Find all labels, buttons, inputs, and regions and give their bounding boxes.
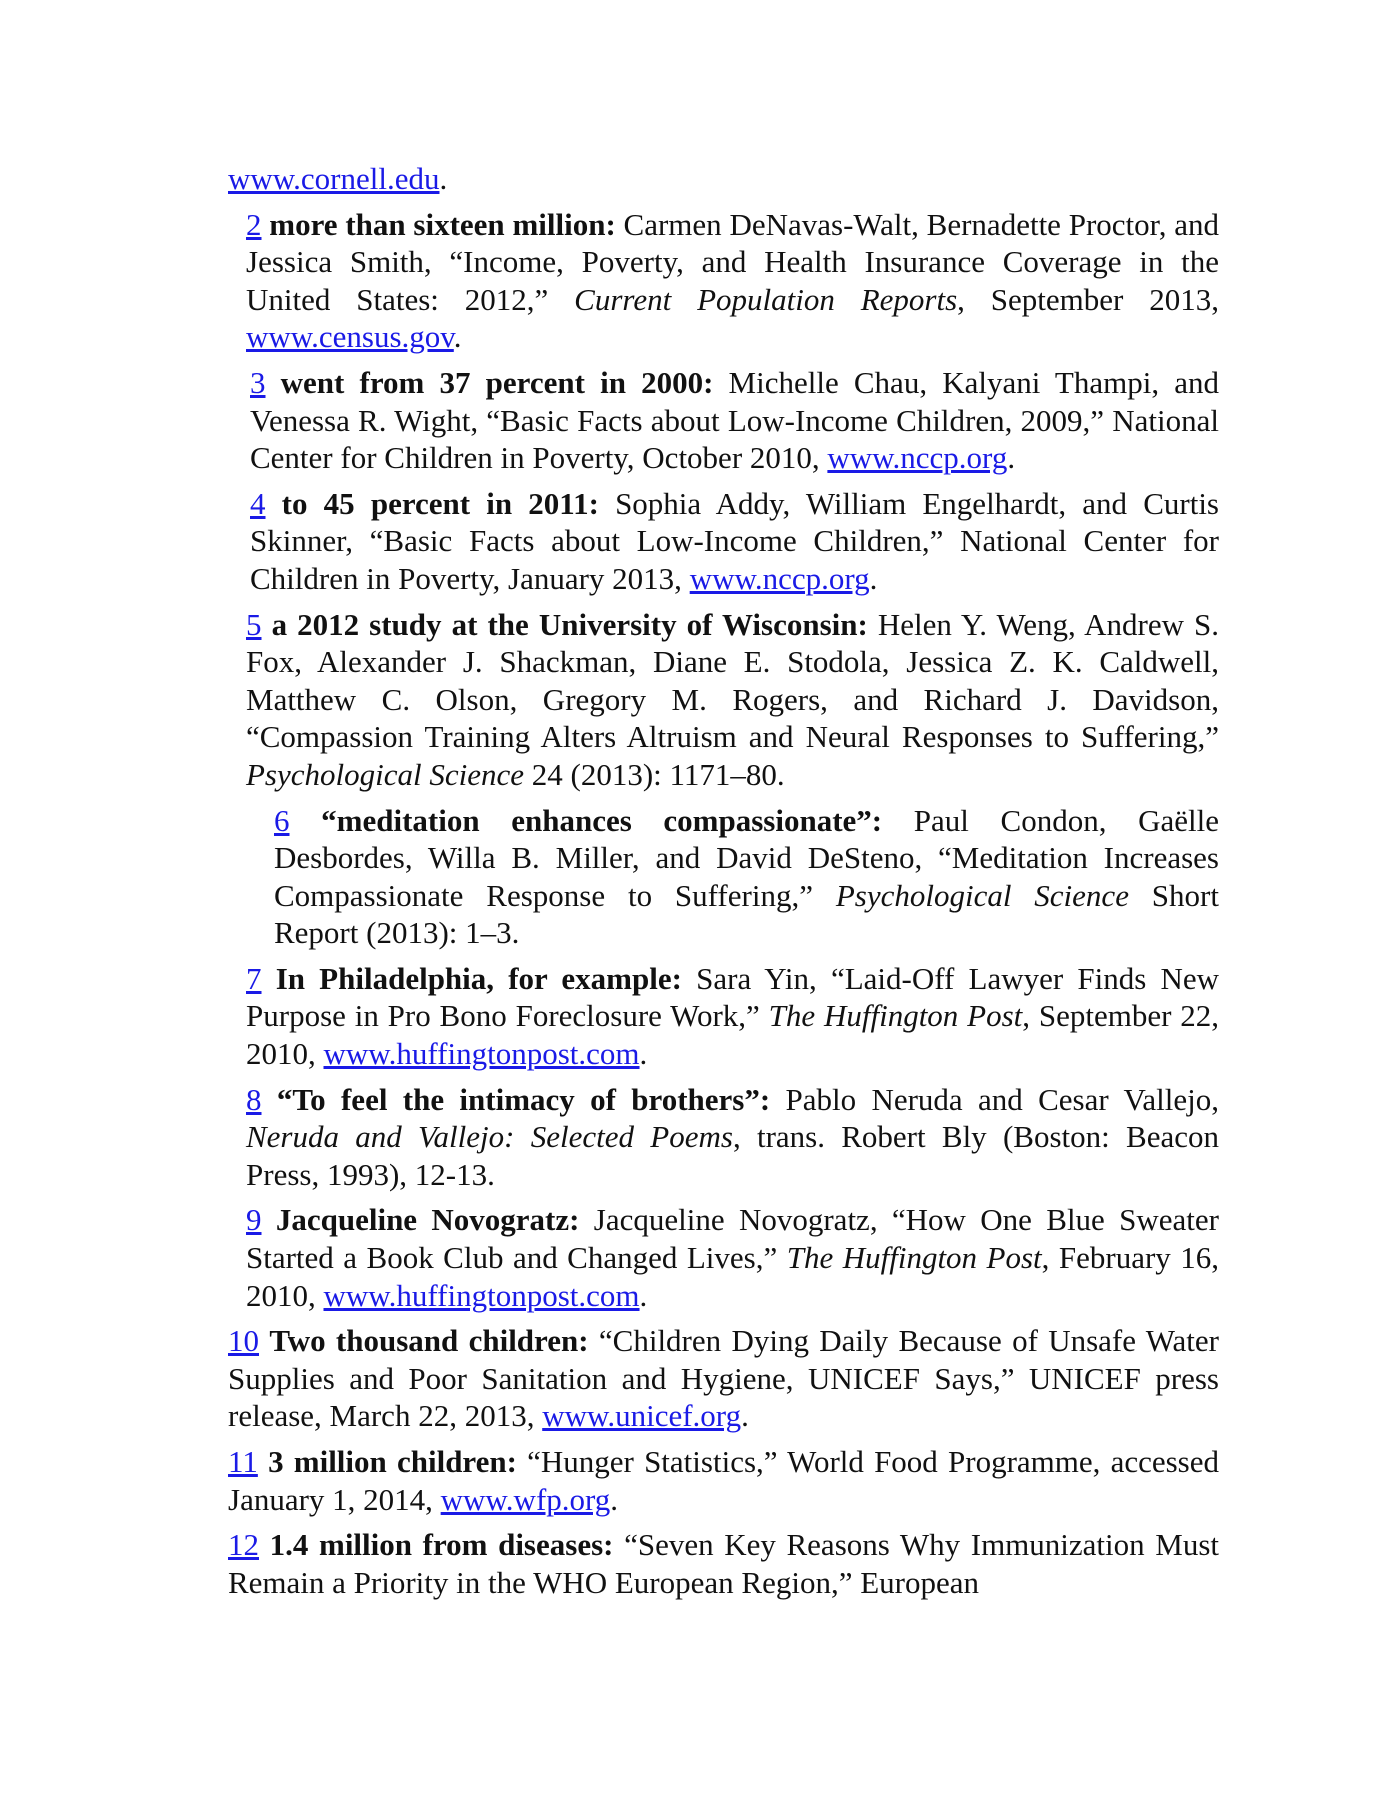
endnote-n1 bbox=[228, 160, 1219, 198]
citation-text: “Hunger Statistics,” World Food Programme, accessed January 1, 2014, bbox=[228, 1444, 1219, 1517]
endnote-heading: Two thousand children: bbox=[269, 1323, 589, 1359]
endnote-n11 bbox=[228, 1443, 1219, 1518]
publication-title: Current Population Reports bbox=[574, 281, 958, 317]
publication-title: Psychological Science bbox=[246, 756, 525, 792]
endnote-n4 bbox=[228, 485, 1219, 598]
citation-text: Helen Y. Weng, Andrew S. Fox, Alexander J. Shackman, Diane E. Stodola, Jessica Z. K. Caldwell, Matthew C. Olson, Gregory M. Rogers, and Richard J. Davidson, “Compassion Training Alters Altruism and Neural Responses to Suffering,” bbox=[246, 606, 1220, 755]
citation-text: . bbox=[1007, 440, 1016, 476]
endnote-heading: 3 million children: bbox=[268, 1444, 517, 1479]
endnote-number-link[interactable]: 11 bbox=[228, 1444, 258, 1479]
citation-text: . bbox=[741, 1398, 749, 1434]
endnote-n2 bbox=[228, 206, 1219, 356]
url-link[interactable]: www.census.gov bbox=[246, 319, 454, 355]
endnote-heading: more than sixteen million: bbox=[269, 206, 616, 242]
citation-text: 24 (2013): 1171–80. bbox=[524, 756, 785, 792]
citation-text: , trans. Robert Bly (Boston: Beacon Press, 1993), 12-13. bbox=[246, 1119, 1219, 1192]
endnote-number-link[interactable]: 6 bbox=[274, 802, 290, 838]
citation-text: Pablo Neruda and Cesar Vallejo, bbox=[770, 1081, 1220, 1117]
citation-text: . bbox=[439, 161, 448, 196]
endnote-number-link[interactable]: 3 bbox=[250, 364, 266, 400]
endnote-number-link[interactable]: 12 bbox=[228, 1527, 259, 1563]
citation-text: Carmen DeNavas-Walt, Bernadette Proctor, and Jessica Smith, “Income, Poverty, and Health Insurance Coverage in the United States: 2012,” bbox=[246, 206, 1220, 317]
endnote-number-link[interactable]: 8 bbox=[246, 1081, 262, 1117]
citation-text: . bbox=[639, 1036, 648, 1072]
citation-text: “Children Dying Daily Because of Unsafe Water Supplies and Poor Sanitation and Hygiene, UNICEF Says,” UNICEF press release, March 22, 2013, bbox=[228, 1323, 1220, 1434]
endnote-n6 bbox=[228, 802, 1219, 952]
endnote-n9 bbox=[228, 1201, 1219, 1314]
citation-text: Sara Yin, “Laid-Off Lawyer Finds New Purpose in Pro Bono Foreclosure Work,” bbox=[246, 960, 1220, 1034]
endnote-heading: “To feel the intimacy of brothers”: bbox=[276, 1081, 771, 1117]
citation-text: , September 22, 2010, bbox=[246, 998, 1219, 1072]
endnote-number-link[interactable]: 7 bbox=[246, 960, 262, 996]
url-link[interactable]: www.unicef.org bbox=[542, 1398, 742, 1434]
endnote-n10 bbox=[228, 1322, 1219, 1435]
endnote-heading: a 2012 study at the University of Wisconsin: bbox=[271, 606, 868, 642]
url-link[interactable]: www.cornell.edu bbox=[228, 161, 440, 196]
endnote-heading: 1.4 million from diseases: bbox=[269, 1527, 614, 1563]
publication-title: Psychological Science bbox=[835, 877, 1129, 913]
endnote-n5 bbox=[228, 606, 1219, 794]
endnote-heading: to 45 percent in 2011: bbox=[281, 485, 599, 521]
publication-title: Neruda and Vallejo: Selected Poems bbox=[246, 1119, 733, 1155]
citation-text: Sophia Addy, William Engelhardt, and Curtis Skinner, “Basic Facts about Low-Income Children,” National Center for Children in Poverty, January 2013, bbox=[250, 485, 1219, 596]
endnote-number-link[interactable]: 5 bbox=[246, 606, 262, 642]
publication-title: The Huffington Post bbox=[768, 998, 1023, 1034]
endnote-n7 bbox=[228, 960, 1219, 1073]
endnote-heading: “meditation enhances compassionate”: bbox=[321, 802, 883, 838]
citation-text: Michelle Chau, Kalyani Thampi, and Venessa R. Wight, “Basic Facts about Low-Income Children, 2009,” National Center for Children in Poverty, October 2010, bbox=[250, 364, 1220, 476]
publication-title: The Huffington Post bbox=[786, 1240, 1042, 1276]
endnote-heading: In Philadelphia, for example: bbox=[275, 960, 682, 996]
url-link[interactable]: www.huffingtonpost.com bbox=[323, 1036, 640, 1072]
citation-text: . bbox=[869, 560, 878, 596]
endnote-number-link[interactable]: 9 bbox=[246, 1202, 262, 1238]
endnote-number-link[interactable]: 2 bbox=[246, 206, 262, 242]
citation-text: Jacqueline Novogratz, “How One Blue Sweater Started a Book Club and Changed Lives,” bbox=[246, 1202, 1219, 1276]
endnote-number-link[interactable]: 10 bbox=[228, 1323, 259, 1359]
endnote-heading: went from 37 percent in 2000: bbox=[280, 364, 714, 400]
url-link[interactable]: www.nccp.org bbox=[689, 560, 870, 596]
url-link[interactable]: www.huffingtonpost.com bbox=[323, 1277, 640, 1313]
url-link[interactable]: www.wfp.org bbox=[440, 1481, 611, 1517]
citation-text: . bbox=[453, 319, 462, 355]
endnote-heading: Jacqueline Novogratz: bbox=[275, 1202, 580, 1238]
citation-text: , February 16, 2010, bbox=[246, 1240, 1220, 1313]
url-link[interactable]: www.nccp.org bbox=[827, 440, 1008, 476]
endnotes-page bbox=[228, 160, 1219, 1609]
citation-text: . bbox=[639, 1277, 648, 1313]
citation-text: , September 2013, bbox=[957, 281, 1219, 317]
citation-text: Short Report (2013): 1–3. bbox=[274, 877, 1219, 951]
citation-text: Paul Condon, Gaëlle Desbordes, Willa B. Miller, and David DeSteno, “Meditation Increases Compassionate Response to Suffering,” bbox=[274, 802, 1219, 913]
endnote-number-link[interactable]: 4 bbox=[250, 485, 266, 521]
citation-text: . bbox=[610, 1481, 619, 1517]
endnote-n12 bbox=[228, 1526, 1219, 1601]
endnote-n8 bbox=[228, 1081, 1219, 1194]
citation-text: “Seven Key Reasons Why Immunization Must Remain a Priority in the WHO European Region,” European bbox=[228, 1527, 1220, 1600]
endnote-n3 bbox=[228, 364, 1219, 477]
